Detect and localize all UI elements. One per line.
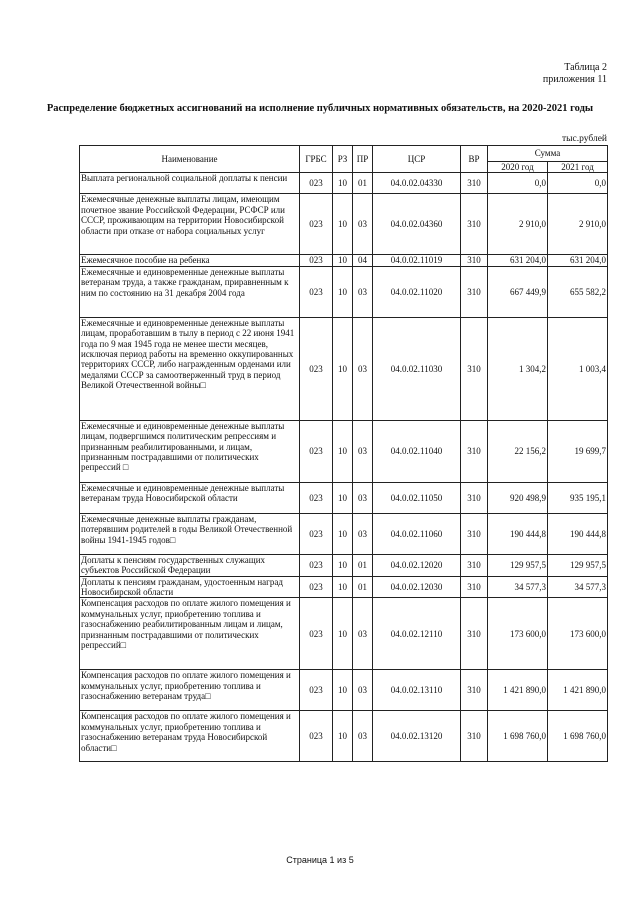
cell-vr: 310 xyxy=(461,194,488,255)
cell-y1: 129 957,5 xyxy=(488,554,548,576)
table-row xyxy=(80,194,608,255)
cell-csr: 04.0.02.11020 xyxy=(373,266,461,317)
cell-grbs: 023 xyxy=(300,554,333,576)
cell-csr: 04.0.02.11030 xyxy=(373,317,461,420)
cell-name: Компенсация расходов по оплате жилого помещения и коммунальных услуг, приобретению топлива и газоснабжению ветеранам труда Новосибирской области□ xyxy=(80,711,300,762)
page-number: Страница 1 из 5 xyxy=(286,855,354,865)
cell-name: Компенсация расходов по оплате жилого помещения и коммунальных услуг, приобретению топлива и газоснабжению ветеранам труда□ xyxy=(80,670,300,711)
cell-y2: 129 957,5 xyxy=(548,554,608,576)
cell-grbs: 023 xyxy=(300,420,333,482)
cell-pr: 03 xyxy=(353,420,373,482)
cell-pr: 03 xyxy=(353,317,373,420)
cell-pr: 01 xyxy=(353,576,373,598)
col-header-name: Наименование xyxy=(80,146,300,173)
col-header-year-2020: 2020 год xyxy=(488,162,548,173)
cell-y2: 1 003,4 xyxy=(548,317,608,420)
cell-pr: 03 xyxy=(353,194,373,255)
cell-rz: 10 xyxy=(333,554,353,576)
cell-pr: 03 xyxy=(353,513,373,554)
cell-pr: 03 xyxy=(353,711,373,762)
cell-name: Компенсация расходов по оплате жилого помещения и коммунальных услуг, приобретению топлива и газоснабжению реабилитированным лицам и лицам, признанным пострадавшими от политических репрессий□ xyxy=(80,598,300,670)
cell-y2: 34 577,3 xyxy=(548,576,608,598)
cell-pr: 04 xyxy=(353,255,373,266)
col-header-pr: ПР xyxy=(353,146,373,173)
cell-y1: 34 577,3 xyxy=(488,576,548,598)
cell-name: Выплата региональной социальной доплаты к пенсии xyxy=(80,173,300,194)
cell-grbs: 023 xyxy=(300,194,333,255)
cell-rz: 10 xyxy=(333,266,353,317)
cell-vr: 310 xyxy=(461,255,488,266)
cell-y2: 0,0 xyxy=(548,173,608,194)
appendix-number: приложения 11 xyxy=(542,74,607,85)
cell-name: Ежемесячные и единовременные денежные выплаты лицам, подвергшимся политическим репрессиям и признанным реабилитированными, и лицам, признанным пострадавшими от политических репрессий □ xyxy=(80,420,300,482)
col-header-grbs: ГРБС xyxy=(300,146,333,173)
cell-rz: 10 xyxy=(333,576,353,598)
cell-name: Ежемесячные и единовременные денежные выплаты ветеранам труда, а также гражданам, приравненным к ним по состоянию на 31 декабря 2004 года xyxy=(80,266,300,317)
cell-vr: 310 xyxy=(461,173,488,194)
cell-y1: 920 498,9 xyxy=(488,482,548,513)
cell-rz: 10 xyxy=(333,513,353,554)
cell-vr: 310 xyxy=(461,317,488,420)
cell-name: Ежемесячные и единовременные денежные выплаты лицам, проработавшим в тылу в период с 22 июня 1941 года по 9 мая 1945 года не менее шести месяцев, исключая период работы на временно оккупированных территориях СССР, либо награжденным орденами или медалями СССР за самоотверженный труд в период Великой Отечественной войны□ xyxy=(80,317,300,420)
cell-vr: 310 xyxy=(461,554,488,576)
cell-grbs: 023 xyxy=(300,317,333,420)
cell-vr: 310 xyxy=(461,513,488,554)
cell-grbs: 023 xyxy=(300,482,333,513)
cell-name: Ежемесячные денежные выплаты гражданам, потерявшим родителей в годы Великой Отечественной войны 1941-1945 годов□ xyxy=(80,513,300,554)
col-header-sum: Сумма xyxy=(488,146,608,162)
cell-y2: 1 421 890,0 xyxy=(548,670,608,711)
cell-name: Доплаты к пенсиям гражданам, удостоенным наград Новосибирской области xyxy=(80,576,300,598)
table-row xyxy=(80,513,608,554)
cell-y2: 655 582,2 xyxy=(548,266,608,317)
cell-y1: 667 449,9 xyxy=(488,266,548,317)
cell-csr: 04.0.02.13120 xyxy=(373,711,461,762)
cell-vr: 310 xyxy=(461,266,488,317)
cell-vr: 310 xyxy=(461,482,488,513)
table-row xyxy=(80,670,608,711)
col-header-rz: РЗ xyxy=(333,146,353,173)
table-row xyxy=(80,598,608,670)
table-number: Таблица 2 xyxy=(564,62,607,73)
cell-grbs: 023 xyxy=(300,670,333,711)
table-row xyxy=(80,554,608,576)
cell-csr: 04.0.02.12030 xyxy=(373,576,461,598)
cell-pr: 03 xyxy=(353,482,373,513)
cell-csr: 04.0.02.04330 xyxy=(373,173,461,194)
cell-rz: 10 xyxy=(333,255,353,266)
cell-rz: 10 xyxy=(333,670,353,711)
cell-pr: 03 xyxy=(353,598,373,670)
cell-pr: 01 xyxy=(353,173,373,194)
col-header-vr: ВР xyxy=(461,146,488,173)
cell-name: Доплаты к пенсиям государственных служащих субъектов Российской Федерации xyxy=(80,554,300,576)
cell-y1: 631 204,0 xyxy=(488,255,548,266)
cell-y1: 1 304,2 xyxy=(488,317,548,420)
cell-y1: 1 421 890,0 xyxy=(488,670,548,711)
cell-vr: 310 xyxy=(461,711,488,762)
cell-csr: 04.0.02.04360 xyxy=(373,194,461,255)
cell-vr: 310 xyxy=(461,576,488,598)
cell-y1: 1 698 760,0 xyxy=(488,711,548,762)
table-row xyxy=(80,576,608,598)
units-label: тыс.рублей xyxy=(561,134,607,144)
table-row xyxy=(80,255,608,266)
cell-grbs: 023 xyxy=(300,576,333,598)
table-row xyxy=(80,173,608,194)
cell-grbs: 023 xyxy=(300,255,333,266)
table-row xyxy=(80,711,608,762)
table-body xyxy=(80,173,608,762)
cell-y2: 631 204,0 xyxy=(548,255,608,266)
table-row xyxy=(80,317,608,420)
cell-rz: 10 xyxy=(333,317,353,420)
document-title: Распределение бюджетных ассигнований на исполнение публичных нормативных обязательств, на 2020-2021 годы xyxy=(46,103,594,114)
cell-name: Ежемесячное пособие на ребенка xyxy=(80,255,300,266)
cell-grbs: 023 xyxy=(300,266,333,317)
cell-y1: 2 910,0 xyxy=(488,194,548,255)
cell-rz: 10 xyxy=(333,194,353,255)
cell-grbs: 023 xyxy=(300,513,333,554)
cell-rz: 10 xyxy=(333,482,353,513)
table-caption xyxy=(543,62,607,86)
cell-rz: 10 xyxy=(333,598,353,670)
table-row xyxy=(80,266,608,317)
cell-rz: 10 xyxy=(333,420,353,482)
cell-name: Ежемесячные и единовременные денежные выплаты ветеранам труда Новосибирской области xyxy=(80,482,300,513)
cell-y2: 1 698 760,0 xyxy=(548,711,608,762)
cell-y1: 173 600,0 xyxy=(488,598,548,670)
cell-csr: 04.0.02.12020 xyxy=(373,554,461,576)
cell-y2: 173 600,0 xyxy=(548,598,608,670)
table-row xyxy=(80,482,608,513)
cell-y1: 0,0 xyxy=(488,173,548,194)
cell-name: Ежемесячные денежные выплаты лицам, имеющим почетное звание Российской Федерации, РСФСР или СССР, проживающим на территории Новосибирской области при отказе от набора социальных услуг xyxy=(80,194,300,255)
cell-rz: 10 xyxy=(333,711,353,762)
cell-grbs: 023 xyxy=(300,598,333,670)
cell-csr: 04.0.02.11050 xyxy=(373,482,461,513)
cell-csr: 04.0.02.11040 xyxy=(373,420,461,482)
table-row xyxy=(80,420,608,482)
col-header-csr: ЦСР xyxy=(373,146,461,173)
cell-y1: 22 156,2 xyxy=(488,420,548,482)
cell-grbs: 023 xyxy=(300,711,333,762)
cell-pr: 03 xyxy=(353,266,373,317)
cell-grbs: 023 xyxy=(300,173,333,194)
cell-csr: 04.0.02.13110 xyxy=(373,670,461,711)
cell-csr: 04.0.02.12110 xyxy=(373,598,461,670)
cell-vr: 310 xyxy=(461,420,488,482)
cell-rz: 10 xyxy=(333,173,353,194)
cell-vr: 310 xyxy=(461,670,488,711)
cell-pr: 01 xyxy=(353,554,373,576)
cell-y2: 19 699,7 xyxy=(548,420,608,482)
budget-table xyxy=(79,145,608,762)
cell-y2: 935 195,1 xyxy=(548,482,608,513)
cell-csr: 04.0.02.11019 xyxy=(373,255,461,266)
cell-pr: 03 xyxy=(353,670,373,711)
cell-vr: 310 xyxy=(461,598,488,670)
cell-csr: 04.0.02.11060 xyxy=(373,513,461,554)
cell-y2: 2 910,0 xyxy=(548,194,608,255)
cell-y1: 190 444,8 xyxy=(488,513,548,554)
cell-y2: 190 444,8 xyxy=(548,513,608,554)
col-header-year-2021: 2021 год xyxy=(548,162,608,173)
